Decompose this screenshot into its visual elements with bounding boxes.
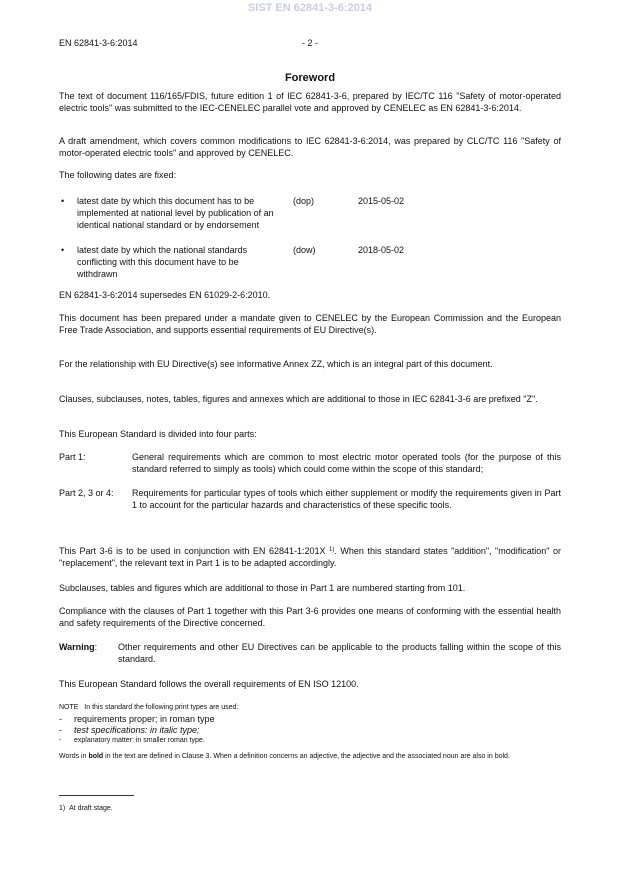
watermark: SIST EN 62841-3-6:2014 [247,2,373,14]
note-text: In this standard the following print types are used: [84,704,239,711]
paragraph: Clauses, subclauses, notes, tables, figures and annexes which are additional to those in IEC 62841-3-6 are prefixed "Z". [59,394,538,404]
date-item-dow [59,244,479,280]
date-item-dop [59,195,479,243]
text: This Part 3-6 is to be used in conjunction with EN 62841-1:201X [59,546,326,556]
footnote-number: 1) [59,805,66,812]
bullet: • [61,196,65,206]
warning-text: Other requirements and other EU Directives can be applicable to the products falling within the scope of this standard. [118,642,561,664]
part-1 [59,451,561,487]
date-description: latest date by which the national standards conflicting with this document have to be withdrawn [77,245,248,279]
date-abbr: (dop) [293,196,315,206]
date-value: 2018-05-02 [358,245,405,255]
paragraph [59,545,561,569]
bullet: • [61,245,65,255]
paragraph: EN 62841-3-6:2014 supersedes EN 61029-2-6:2010. [59,290,271,300]
part-text: Requirements for particular types of tools which either supplement or modify the requirements given in Part 1 to account for the particular hazards and characteristics of these specific tools. [132,488,561,510]
note-label: NOTE [59,704,79,711]
part-2-3-4 [59,487,561,523]
page-number: - 2 - [301,38,318,48]
warning-label: Warning: [59,642,98,652]
paragraph: This document has been prepared under a mandate given to CENELEC by the European Commission and the European Free Trade Association, and supports essential requirements of EU Directive(s). [59,313,561,335]
note [59,702,561,713]
footnote-text: At draft stage. [69,805,113,812]
footnote [59,803,113,814]
paragraph: The following dates are fixed: [59,170,177,180]
paragraph: This European Standard follows the overall requirements of EN ISO 12100. [59,679,359,689]
note-item: - requirements proper; in roman type [59,714,215,724]
footnote-ref[interactable]: 1) [329,547,335,553]
paragraph: For the relationship with EU Directive(s) see informative Annex ZZ, which is an integral part of this document. [59,359,493,369]
paragraph: This European Standard is divided into four parts: [59,429,257,439]
paragraph: The text of document 116/165/FDIS, future edition 1 of IEC 62841-3-6, prepared by IEC/TC 116 "Safety of motor-operated electric tools" was submitted to the IEC-CENELEC parallel vote and approved by CENELEC as EN 62841-3-6:2014. [59,91,561,113]
page-title: Foreword [284,72,336,84]
date-value: 2015-05-02 [358,196,405,206]
part-label: Part 2, 3 or 4: [59,488,114,498]
text: . When this standard states "addition", "modification" or "replacement", the relevant text in Part 1 is to be adapted accordingly. [59,546,561,568]
paragraph: Compliance with the clauses of Part 1 together with this Part 3-6 provides one means of conforming with the essential health and safety requirements of the Directive concerned. [59,606,561,628]
part-text: General requirements which are common to most electric motor operated tools (for the purpose of this standard referred to simply as tools) which could come within the scope of this standard; [132,452,561,474]
date-description: latest date by which this document has to be implemented at national level by publication of an identical national standard or by endorsement [77,196,274,230]
date-abbr: (dow) [293,245,316,255]
note-item: - test specifications: in italic type; [59,725,200,735]
paragraph: A draft amendment, which covers common modifications to IEC 62841-3-6:2014, was prepared by CLC/TC 116 "Safety of motor-operated electric tools" and approved by CENELEC. [59,136,561,158]
paragraph: Subclauses, tables and figures which are additional to those in Part 1 are numbered starting from 101. [59,583,466,593]
warning [59,641,561,665]
header-doc-id: EN 62841-3-6:2014 [59,38,138,48]
definitions-note: Words in bold in the text are defined in Clause 3. When a definition concerns an adjective, the adjective and the associated noun are also in bold. [59,753,510,760]
footnote-divider [59,795,134,796]
note-item: - explanatory matter: in smaller roman type. [59,737,205,744]
note-list [59,713,561,746]
part-label: Part 1: [59,452,86,462]
